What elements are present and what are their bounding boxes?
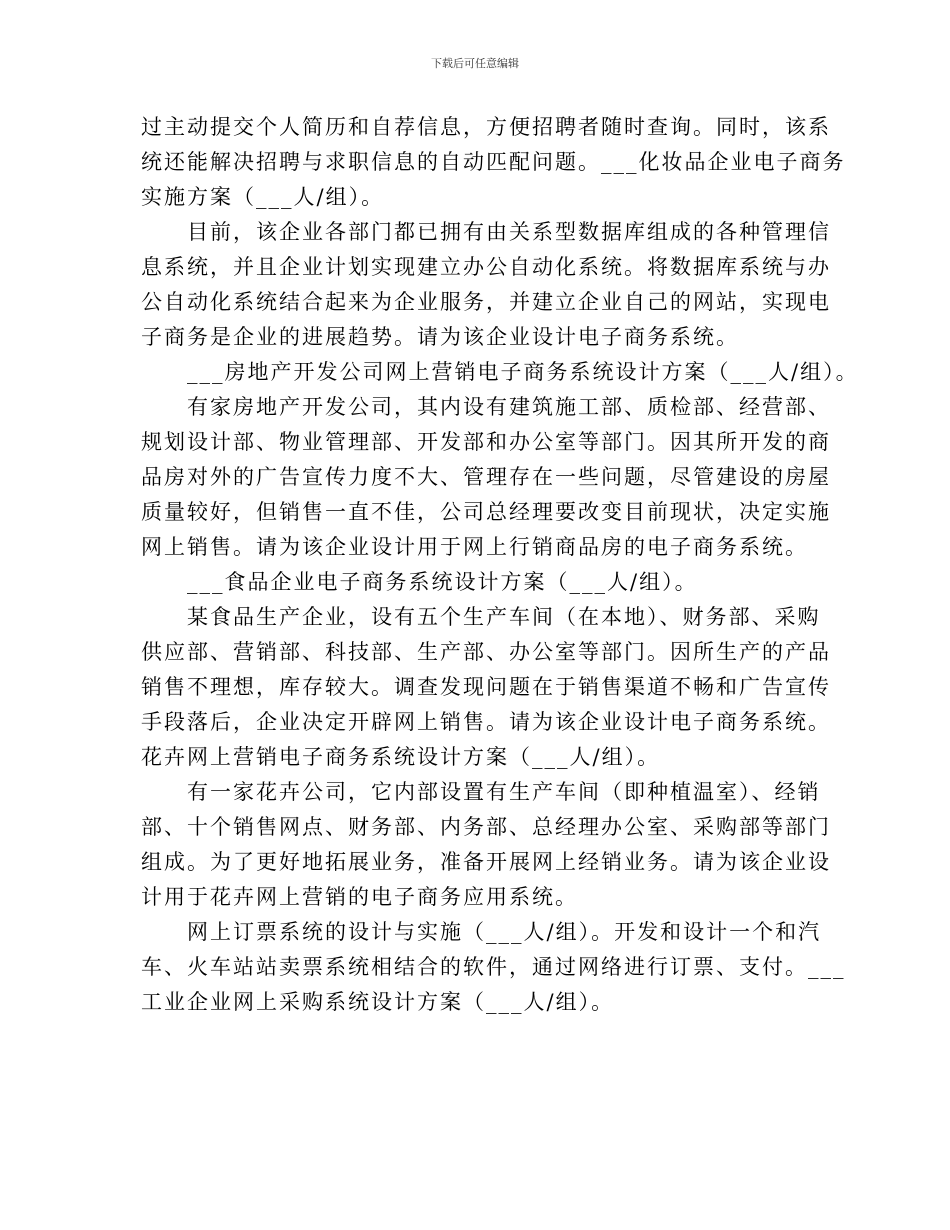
text-line: 子商务是企业的进展趋势。请为该企业设计电子商务系统。 [141, 325, 739, 349]
text-line: 手段落后，企业决定开辟网上销售。请为该企业设计电子商务系统。 [141, 710, 831, 734]
text-line: 工业企业网上采购系统设计方案（___人/组）。 [141, 990, 615, 1014]
page-header: 下载后可任意编辑 [431, 57, 519, 70]
text-line: 统还能解决招聘与求职信息的自动匹配问题。___化妆品企业电子商务 [141, 150, 846, 174]
text-line: 花卉网上营销电子商务系统设计方案（___人/组）。 [141, 745, 661, 769]
text-line: 有家房地产开发公司，其内设有建筑施工部、质检部、经营部、 [187, 395, 831, 419]
document-body [141, 110, 859, 1020]
text-line: 目前，该企业各部门都已拥有由关系型数据库组成的各种管理信 [187, 220, 831, 244]
text-line: ___房地产开发公司网上营销电子商务系统设计方案（___人/组）。 [187, 360, 859, 384]
text-line: 部、十个销售网点、财务部、内务部、总经理办公室、采购部等部门 [141, 815, 831, 839]
text-line: 销售不理想，库存较大。调查发现问题在于销售渠道不畅和广告宣传 [141, 675, 831, 699]
text-line: ___食品企业电子商务系统设计方案（___人/组）。 [187, 570, 698, 594]
text-line: 规划设计部、物业管理部、开发部和办公室等部门。因其所开发的商 [141, 430, 831, 454]
text-line: 实施方案（___人/组）。 [141, 185, 385, 209]
text-line: 网上销售。请为该企业设计用于网上行销商品房的电子商务系统。 [141, 535, 808, 559]
text-line: 供应部、营销部、科技部、生产部、办公室等部门。因所生产的产品 [141, 640, 831, 664]
text-line: 车、火车站站卖票系统相结合的软件，通过网络进行订票、支付。___ [141, 955, 846, 979]
text-line: 网上订票系统的设计与实施（___人/组）。开发和设计一个和汽 [187, 920, 822, 944]
text-line: 质量较好，但销售一直不佳，公司总经理要改变目前现状，决定实施 [141, 500, 831, 524]
text-line: 公自动化系统结合起来为企业服务，并建立企业自己的网站，实现电 [141, 290, 831, 314]
text-line: 息系统，并且企业计划实现建立办公自动化系统。将数据库系统与办 [141, 255, 831, 279]
text-line: 某食品生产企业，设有五个生产车间（在本地）、财务部、采购 [187, 605, 821, 629]
text-line: 过主动提交个人简历和自荐信息，方便招聘者随时查询。同时，该系 [141, 115, 831, 139]
text-line: 品房对外的广告宣传力度不大、管理存在一些问题，尽管建设的房屋 [141, 465, 831, 489]
text-line: 计用于花卉网上营销的电子商务应用系统。 [141, 885, 578, 909]
text-line: 有一家花卉公司，它内部设置有生产车间（即种植温室）、经销 [187, 780, 821, 804]
text-line: 组成。为了更好地拓展业务，准备开展网上经销业务。请为该企业设 [141, 850, 831, 874]
